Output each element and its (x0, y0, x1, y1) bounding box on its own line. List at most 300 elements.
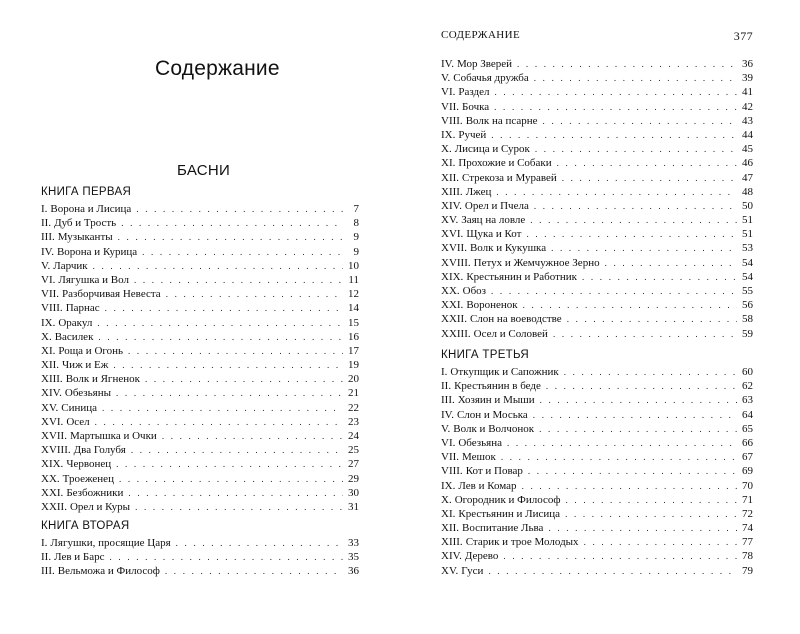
entry-page: 15 (348, 316, 359, 329)
toc-entry (441, 256, 753, 270)
dot-leader (551, 241, 737, 255)
entry-number: XI. (441, 507, 456, 520)
entry-number: XVIII. (441, 256, 471, 269)
entry-number: VII. (441, 100, 460, 113)
entry-title: Два Голубя (73, 444, 126, 457)
dot-leader (566, 493, 737, 507)
dot-leader (557, 156, 737, 170)
entry-page: 44 (742, 128, 753, 141)
toc-entry (41, 550, 359, 564)
entry-title: Крестьянин и Лисица (458, 507, 561, 520)
toc-entry (41, 216, 359, 230)
toc-entry (441, 312, 753, 326)
entry-number: V. (441, 72, 451, 85)
toc-entry (41, 245, 359, 259)
toc-entry (441, 493, 753, 507)
entry-title: Орел и Куры (69, 500, 131, 513)
entry-number: IX. (441, 128, 456, 141)
dot-leader (553, 327, 737, 341)
entry-number: XIII. (41, 373, 63, 386)
entry-page: 42 (742, 100, 753, 113)
entry-title: Ручей (458, 128, 487, 141)
entry-number: VIII. (441, 465, 463, 478)
dot-leader (116, 386, 343, 400)
toc-entry (441, 408, 753, 422)
page-number: 377 (733, 29, 753, 43)
entry-page: 25 (348, 444, 359, 457)
entry-number: XX. (441, 285, 460, 297)
entry-page: 43 (742, 114, 753, 127)
entry-page: 33 (348, 537, 359, 549)
book-title: КНИГА ПЕРВАЯ (41, 186, 132, 198)
toc-entry (41, 536, 359, 550)
entry-title: Оракул (58, 316, 93, 329)
entry-number: VII. (41, 288, 60, 301)
dot-leader (110, 550, 343, 564)
dot-leader (95, 415, 343, 429)
toc-entry (441, 156, 753, 170)
entry-page: 22 (348, 401, 359, 414)
book-section-2-continued (441, 57, 753, 341)
dot-leader (496, 185, 737, 199)
dot-leader (488, 564, 737, 578)
entry-title: Синица (61, 401, 98, 414)
entry-number: XIX. (441, 270, 464, 283)
entry-page: 78 (742, 550, 753, 563)
dot-leader (119, 472, 343, 486)
entry-number: XII. (441, 522, 460, 535)
toc-entry (441, 327, 753, 341)
dot-leader (517, 57, 737, 71)
entry-page: 62 (742, 380, 753, 393)
entry-number: XIII. (441, 536, 463, 549)
entry-page: 55 (742, 285, 753, 297)
toc-entry (441, 436, 753, 450)
entry-title: Безбожники (66, 486, 124, 499)
toc-entry (441, 114, 753, 128)
book-title: КНИГА ТРЕТЬЯ (441, 349, 529, 361)
entry-number: II. (441, 380, 452, 393)
toc-entry (41, 287, 359, 301)
entry-page: 16 (348, 330, 359, 343)
toc-entry (441, 57, 753, 71)
toc-entry (41, 472, 359, 486)
dot-leader (501, 450, 737, 464)
right-page (400, 0, 800, 634)
entry-page: 60 (742, 366, 753, 378)
toc-entry (441, 379, 753, 393)
toc-entry (41, 415, 359, 429)
dot-leader (548, 521, 737, 535)
entry-page: 51 (742, 228, 753, 241)
toc-entry (441, 365, 753, 379)
entry-number: VI. (41, 273, 56, 286)
entry-number: IV. (441, 408, 454, 421)
entry-page: 21 (348, 387, 359, 400)
entry-number: XIX. (41, 458, 64, 471)
entry-page: 64 (742, 408, 753, 421)
entry-page: 70 (742, 479, 753, 492)
entry-title: Музыканты (57, 231, 113, 244)
entry-page: 10 (348, 259, 359, 272)
dot-leader (131, 443, 343, 457)
entry-page: 17 (348, 344, 359, 357)
entry-page: 66 (742, 436, 753, 449)
toc-entry (41, 202, 359, 216)
dot-leader (582, 270, 737, 284)
toc-entry (41, 564, 359, 578)
toc-entry (441, 100, 753, 114)
entry-title: Лев и Комар (458, 479, 517, 492)
entry-page: 79 (742, 564, 753, 577)
entry-page: 45 (742, 143, 753, 156)
entry-page: 35 (348, 551, 359, 564)
toc-entry (441, 199, 753, 213)
entry-number: III. (441, 394, 455, 407)
dot-leader (134, 273, 343, 287)
toc-entry (441, 393, 753, 407)
running-header (441, 29, 753, 44)
toc-entry (441, 549, 753, 563)
dot-leader (135, 500, 343, 514)
entry-number: XXI. (441, 299, 464, 312)
entry-title: Волк и Волчонок (453, 422, 535, 435)
toc-entry (41, 344, 359, 358)
entry-title: Василек (54, 330, 94, 343)
dot-leader (535, 142, 737, 156)
entry-page: 67 (742, 451, 753, 464)
dot-leader (93, 259, 343, 273)
dot-leader (116, 457, 343, 471)
entry-page: 47 (742, 171, 753, 184)
entry-page: 58 (742, 313, 753, 326)
entry-number: XXII. (441, 313, 467, 326)
toc-entry (441, 507, 753, 521)
dot-leader (105, 301, 343, 315)
dot-leader (562, 171, 737, 185)
dot-leader (491, 284, 737, 298)
entry-title: Лягушки, просящие Царя (50, 537, 171, 549)
entry-title: Волк и Ягненок (65, 373, 140, 386)
dot-leader (530, 213, 737, 227)
toc-entry (441, 535, 753, 549)
dot-leader (546, 379, 737, 393)
entry-page: 65 (742, 422, 753, 435)
entry-title: Кот и Повар (465, 465, 523, 478)
entry-number: XIV. (441, 199, 462, 212)
entry-number: VI. (441, 86, 456, 99)
dot-leader (128, 344, 343, 358)
entry-title: Роща и Огонь (58, 344, 124, 357)
entry-number: VI. (441, 436, 456, 449)
entry-page: 23 (348, 415, 359, 428)
dot-leader (540, 393, 737, 407)
entry-number: XVII. (41, 430, 67, 442)
entry-number: X. (41, 330, 52, 343)
entry-title: Дерево (464, 550, 499, 563)
entry-title: Воспитание Льва (462, 522, 544, 535)
entry-title: Осел и Соловей (473, 327, 548, 340)
entry-title: Ворона и Курица (56, 245, 138, 258)
toc-entry (41, 429, 359, 443)
toc-entry (441, 284, 753, 298)
dot-leader (528, 464, 737, 478)
entry-page: 36 (742, 58, 753, 70)
entry-page: 72 (742, 507, 753, 520)
toc-entry (441, 71, 753, 85)
dot-leader (605, 256, 737, 270)
entry-title: Вельможа и Философ (57, 565, 160, 578)
entry-page: 8 (353, 217, 359, 230)
entry-title: Мартышка и Очки (69, 430, 157, 442)
entry-title: Ларчик (53, 259, 88, 272)
entry-title: Старик и трое Молодых (465, 536, 579, 549)
entry-number: VIII. (441, 114, 463, 127)
dot-leader (539, 422, 737, 436)
toc-entry (441, 479, 753, 493)
entry-number: IV. (41, 245, 54, 258)
entry-number: XV. (441, 214, 459, 227)
running-head-title: СОДЕРЖАНИЕ (441, 29, 521, 41)
toc-entry (441, 521, 753, 535)
entry-page: 41 (742, 86, 753, 99)
toc-entry (441, 298, 753, 312)
dot-leader (102, 401, 343, 415)
book-title: КНИГА ВТОРАЯ (41, 520, 130, 532)
entry-title: Крестьянин и Работник (466, 270, 577, 283)
toc-entry (441, 142, 753, 156)
entry-title: Волк на псарне (465, 114, 538, 127)
toc-list (41, 536, 359, 579)
entry-page: 50 (742, 199, 753, 212)
entry-title: Гуси (461, 564, 484, 577)
entry-title: Ворона и Лисица (50, 203, 132, 215)
toc-entry (441, 422, 753, 436)
toc-entry (441, 227, 753, 241)
entry-title: Раздел (458, 86, 490, 99)
entry-number: V. (441, 422, 451, 435)
entry-title: Бочка (462, 100, 490, 113)
dot-leader (176, 536, 343, 550)
entry-number: XXIII. (441, 327, 471, 340)
entry-number: V. (41, 259, 51, 272)
entry-title: Хозяин и Мыши (457, 394, 535, 407)
entry-title: Разборчивая Невеста (62, 288, 161, 301)
entry-title: Лисица и Сурок (454, 143, 530, 156)
entry-title: Петух и Жемчужное Зерно (473, 256, 600, 269)
toc-entry (41, 230, 359, 244)
entry-title: Червонец (66, 458, 112, 471)
page-title: Содержание (155, 57, 280, 80)
dot-leader (543, 114, 737, 128)
toc-entry (41, 358, 359, 372)
dot-leader (118, 230, 343, 244)
entry-number: XVI. (441, 228, 464, 241)
toc-entry (41, 273, 359, 287)
entry-title: Слон на воеводстве (469, 313, 562, 326)
toc-entry (41, 301, 359, 315)
entry-page: 54 (742, 256, 753, 269)
entry-page: 46 (742, 157, 753, 170)
entry-page: 74 (742, 522, 753, 535)
entry-number: XIV. (41, 387, 62, 400)
entry-title: Лев и Барс (54, 551, 105, 564)
dot-leader (533, 408, 737, 422)
dot-leader (526, 227, 737, 241)
entry-page: 48 (742, 185, 753, 198)
entry-title: Волк и Кукушка (469, 242, 547, 255)
toc-entry (41, 330, 359, 344)
dot-leader (503, 549, 737, 563)
dot-leader (165, 564, 343, 578)
entry-number: XII. (441, 171, 460, 184)
entry-page: 14 (348, 302, 359, 315)
entry-title: Орел и Пчела (464, 199, 529, 212)
entry-page: 59 (742, 327, 753, 340)
book-section-3 (441, 345, 753, 578)
dot-leader (522, 479, 737, 493)
entry-title: Собачья дружба (453, 72, 529, 85)
toc-entry (441, 241, 753, 255)
toc-entry (441, 464, 753, 478)
entry-number: IV. (441, 58, 454, 70)
entry-number: III. (41, 231, 55, 244)
toc-entry (41, 500, 359, 514)
entry-number: XXI. (41, 486, 64, 499)
entry-page: 69 (742, 465, 753, 478)
entry-number: IX. (41, 316, 56, 329)
dot-leader (494, 85, 737, 99)
entry-title: Вороненок (466, 299, 518, 312)
entry-page: 9 (353, 231, 359, 244)
entry-number: III. (41, 565, 55, 578)
entry-number: XIII. (441, 185, 463, 198)
entry-number: IX. (441, 479, 456, 492)
toc-entry (41, 401, 359, 415)
toc-list (441, 57, 753, 341)
entry-page: 71 (742, 493, 753, 506)
entry-number: XX. (41, 472, 60, 485)
entry-number: XI. (41, 344, 56, 357)
toc-entry (41, 443, 359, 457)
entry-page: 31 (348, 500, 359, 513)
entry-number: XI. (441, 157, 456, 170)
dot-leader (564, 365, 737, 379)
dot-leader (113, 358, 343, 372)
entry-page: 7 (353, 203, 359, 215)
toc-entry (441, 128, 753, 142)
dot-leader (97, 316, 343, 330)
entry-title: Откупщик и Сапожник (450, 366, 559, 378)
toc-entry (441, 85, 753, 99)
entry-page: 30 (348, 486, 359, 499)
entry-title: Лжец (465, 185, 492, 198)
dot-leader (507, 436, 737, 450)
dot-leader (584, 535, 737, 549)
entry-title: Мешок (462, 451, 496, 464)
dot-leader (491, 128, 737, 142)
entry-page: 20 (348, 373, 359, 386)
dot-leader (128, 486, 343, 500)
entry-page: 56 (742, 299, 753, 312)
toc-entry (41, 386, 359, 400)
dot-leader (494, 100, 737, 114)
entry-page: 9 (353, 245, 359, 258)
part-title: БАСНИ (177, 162, 231, 179)
entry-title: Заяц на ловле (461, 214, 526, 227)
toc-entry (441, 171, 753, 185)
entry-title: Чиж и Еж (62, 359, 109, 372)
toc-entry (41, 372, 359, 386)
entry-title: Стрекоза и Муравей (462, 171, 557, 184)
entry-number: I. (41, 537, 48, 549)
book-section-1 (41, 182, 359, 514)
entry-page: 12 (348, 288, 359, 301)
entry-number: X. (441, 493, 452, 506)
entry-page: 53 (742, 242, 753, 255)
toc-entry (441, 185, 753, 199)
entry-page: 36 (348, 565, 359, 578)
dot-leader (145, 372, 343, 386)
entry-number: I. (41, 203, 48, 215)
entry-page: 77 (742, 536, 753, 549)
entry-number: XV. (41, 401, 59, 414)
entry-number: XII. (41, 359, 60, 372)
entry-number: II. (41, 551, 52, 564)
entry-page: 11 (348, 273, 359, 286)
dot-leader (98, 330, 343, 344)
entry-page: 19 (348, 359, 359, 372)
entry-number: XVIII. (41, 444, 71, 457)
toc-entry (441, 213, 753, 227)
entry-title: Дуб и Трость (54, 217, 117, 230)
entry-title: Парнас (65, 302, 100, 315)
entry-page: 54 (742, 270, 753, 283)
toc-entry (41, 457, 359, 471)
entry-title: Обезьяны (64, 387, 112, 400)
toc-entry (441, 270, 753, 284)
dot-leader (166, 287, 343, 301)
toc-list (441, 365, 753, 578)
dot-leader (534, 199, 737, 213)
book-section-2 (41, 516, 359, 579)
dot-leader (534, 71, 737, 85)
entry-title: Крестьянин в беде (454, 380, 541, 393)
entry-number: XIV. (441, 550, 462, 563)
entry-page: 27 (348, 458, 359, 471)
entry-title: Мор Зверей (456, 58, 513, 70)
entry-title: Прохожие и Собаки (458, 157, 552, 170)
entry-title: Огородник и Философ (454, 493, 561, 506)
toc-entry (41, 486, 359, 500)
toc-list (41, 202, 359, 514)
toc-entry (441, 450, 753, 464)
dot-leader (162, 429, 343, 443)
entry-title: Слон и Моська (456, 408, 528, 421)
dot-leader (567, 312, 737, 326)
entry-page: 63 (742, 394, 753, 407)
entry-number: X. (441, 143, 452, 156)
entry-number: I. (441, 366, 448, 378)
entry-title: Обезьяна (458, 436, 502, 449)
entry-number: II. (41, 217, 52, 230)
entry-page: 39 (742, 72, 753, 85)
entry-number: XVI. (41, 415, 64, 428)
entry-number: XXII. (41, 500, 67, 513)
entry-page: 51 (742, 214, 753, 227)
dot-leader (136, 202, 343, 216)
entry-number: VII. (441, 451, 460, 464)
